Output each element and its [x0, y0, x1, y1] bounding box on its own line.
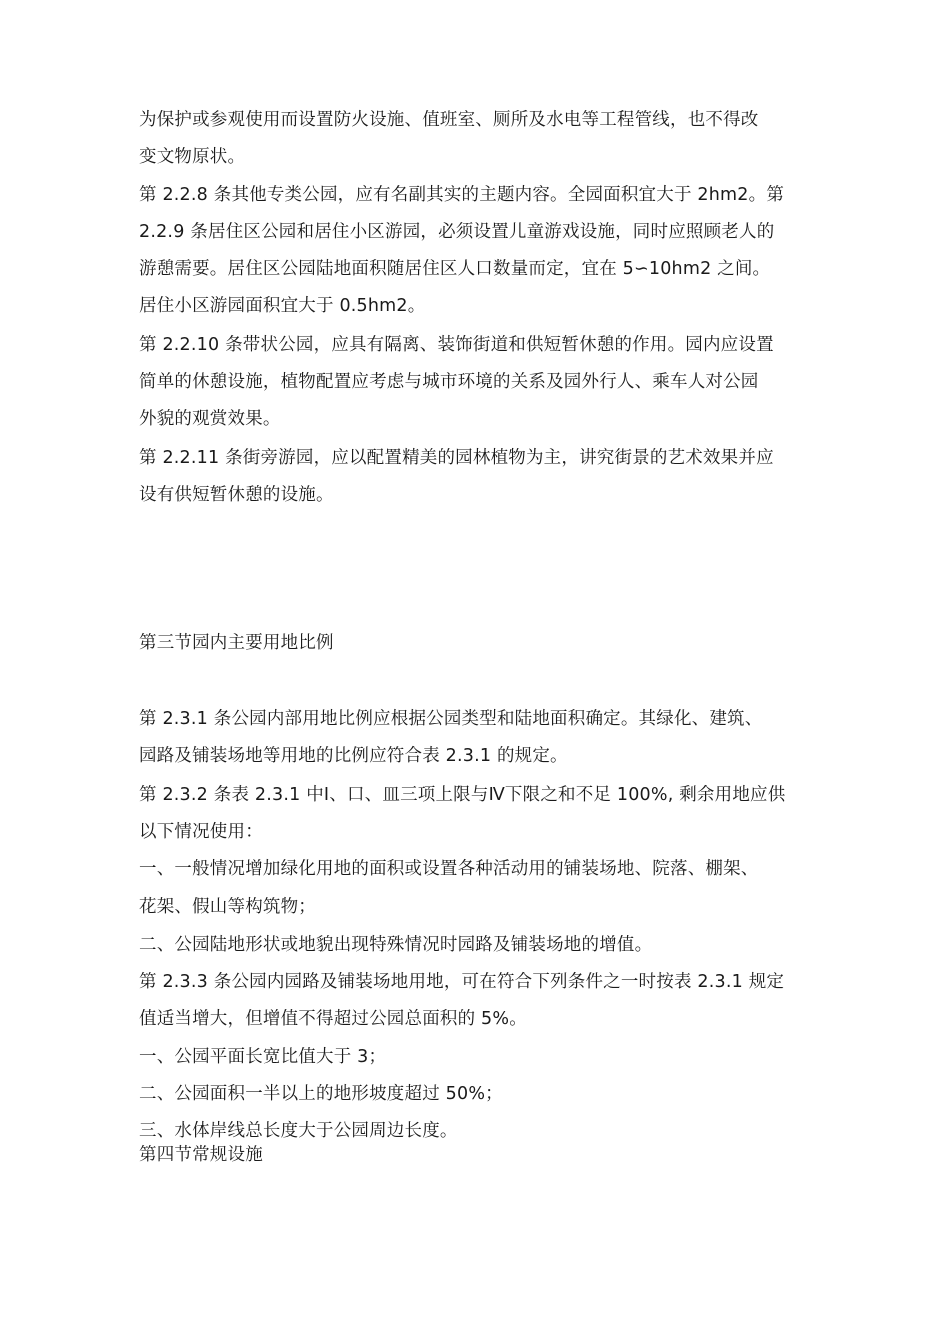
text-line: 花架、假山等构筑物；	[139, 897, 316, 917]
text-line: 第 2.3.2 条表 2.3.1 中Ⅰ、口、皿三项上限与Ⅳ下限之和不足 100%, 剩余用地应供	[139, 785, 786, 805]
text-line: 第 2.3.1 条公园内部用地比例应根据公园类型和陆地面积确定。其绿化、建筑、	[139, 709, 763, 729]
text-line: 第 2.2.8 条其他专类公园，应有名副其实的主题内容。全园面积宜大于 2hm2。第	[139, 185, 785, 205]
text-line: 外貌的观赏效果。	[139, 409, 281, 429]
text-line: 变文物原状。	[139, 147, 246, 167]
text-line: 二、公园面积一半以上的地形坡度超过 50%；	[139, 1084, 503, 1104]
text-line: 游憩需要。居住区公园陆地面积随居住区人口数量而定，宜在 5∽10hm2 之间。	[139, 259, 771, 279]
text-line: 第 2.2.11 条街旁游园，应以配置精美的园林植物为主，讲究街景的艺术效果并应	[139, 448, 774, 468]
text-line: 一、一般情况增加绿化用地的面积或设置各种活动用的铺装场地、院落、棚架、	[139, 859, 759, 879]
text-line: 第 2.2.10 条带状公园，应具有隔离、装饰街道和供短暂休憩的作用。园内应设置	[139, 335, 774, 355]
text-line: 一、公园平面长宽比值大于 3；	[139, 1047, 387, 1067]
text-line: 二、公园陆地形状或地貌出现特殊情况时园路及铺装场地的增值。	[139, 935, 653, 955]
text-line: 2.2.9 条居住区公园和居住小区游园，必须设置儿童游戏设施，同时应照顾老人的	[139, 222, 775, 242]
text-line: 以下情况使用：	[139, 822, 263, 842]
text-line: 第 2.3.3 条公园内园路及铺装场地用地，可在符合下列条件之一时按表 2.3.1 规定	[139, 972, 785, 992]
section-heading: 第四节常规设施	[139, 1145, 263, 1165]
text-line: 居住小区游园面积宜大于 0.5hm2。	[139, 296, 426, 316]
text-line: 园路及铺装场地等用地的比例应符合表 2.3.1 的规定。	[139, 746, 568, 766]
text-line: 为保护或参观使用而设置防火设施、值班室、厕所及水电等工程管线，也不得改	[139, 110, 759, 130]
section-heading: 第三节园内主要用地比例	[139, 633, 334, 653]
text-line: 简单的休憩设施，植物配置应考虑与城市环境的关系及园外行人、乘车人对公园	[139, 372, 759, 392]
text-line: 设有供短暂休憩的设施。	[139, 485, 334, 505]
text-line: 三、水体岸线总长度大于公园周边长度。	[139, 1121, 458, 1141]
text-line: 值适当增大，但增值不得超过公园总面积的 5%。	[139, 1009, 527, 1029]
